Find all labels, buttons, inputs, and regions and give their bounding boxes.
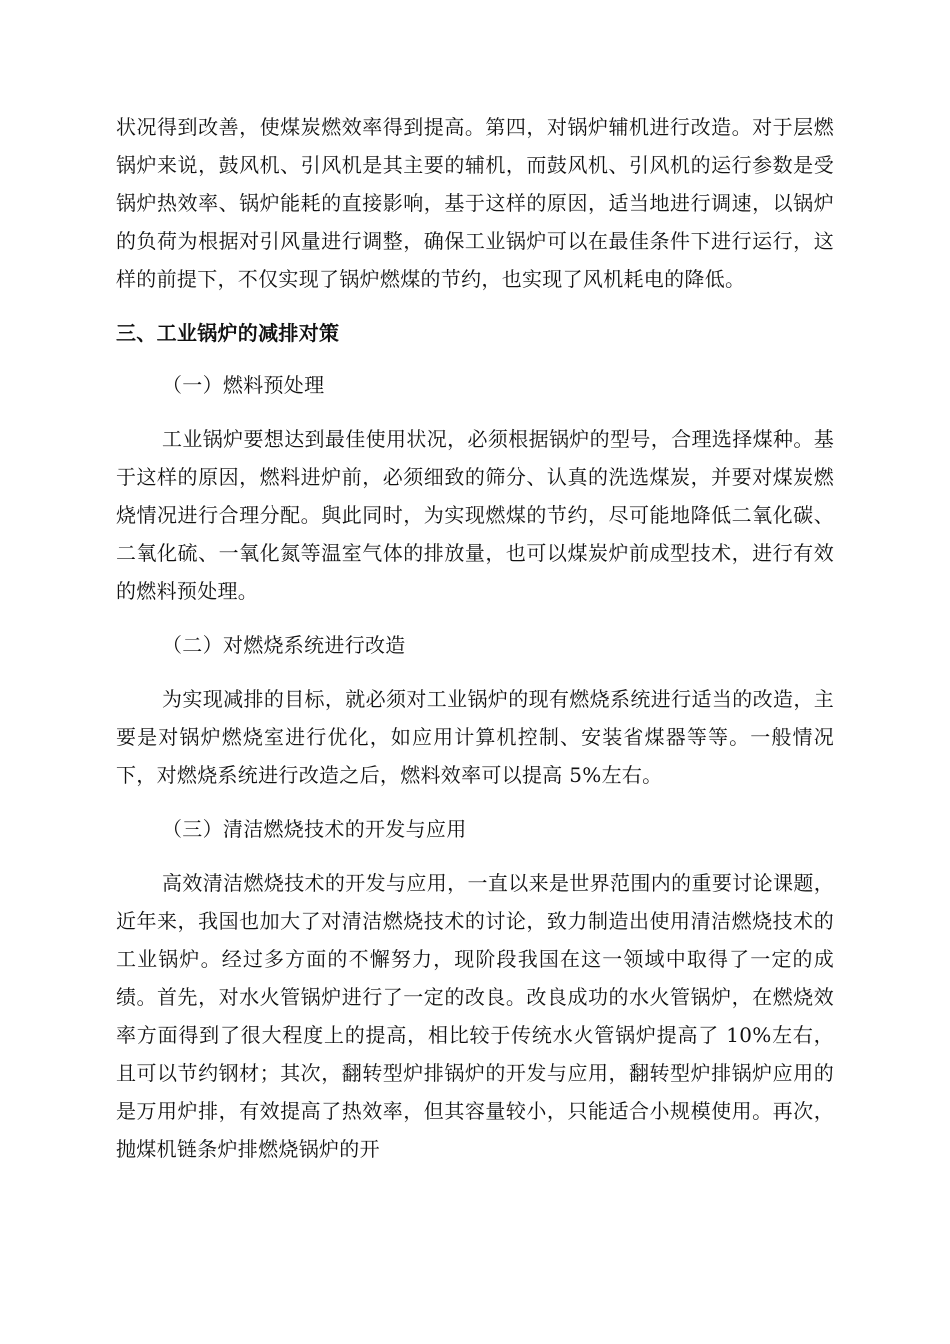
paragraph-continuation: 状况得到改善，使煤炭燃效率得到提高。第四，对锅炉辅机进行改造。对于层燃锅炉来说，鼓风机、引风机是其主要的辅机，而鼓风机、引风机的运行参数是受锅炉热效率、锅炉能耗的直接影响，基于这样的原因，适当地进行调速，以锅炉的负荷为根据对引风量进行调整，确保工业锅炉可以在最佳条件下进行运行，这样的前提下，不仅实现了锅炉燃煤的节约，也实现了风机耗电的降低。 [116, 115, 834, 291]
document-page [116, 108, 834, 1168]
subheading-combustion-system: （二）对燃烧系统进行改造 [162, 633, 406, 657]
subheading-clean-combustion: （三）清洁燃烧技术的开发与应用 [162, 817, 467, 841]
section-heading-emission-reduction: 三、工业锅炉的减排对策 [116, 321, 340, 345]
subheading-fuel-pretreatment: （一）燃料预处理 [162, 373, 325, 397]
paragraph-fuel-pretreatment: 工业锅炉要想达到最佳使用状况，必须根据锅炉的型号，合理选择煤种。基于这样的原因，燃料进炉前，必须细致的筛分、认真的洗选煤炭，并要对煤炭燃烧情况进行合理分配。與此同时，为实现燃煤的节约，尽可能地降低二氧化碳、二氧化硫、一氧化氮等温室气体的排放量，也可以煤炭炉前成型技术，进行有效的燃料预处理。 [116, 427, 834, 603]
paragraph-combustion-system: 为实现减排的目标，就必须对工业锅炉的现有燃烧系统进行适当的改造，主要是对锅炉燃烧室进行优化，如应用计算机控制、安装省煤器等等。一般情况下，对燃烧系统进行改造之后，燃料效率可以提高 5%左右。 [116, 687, 834, 787]
paragraph-clean-combustion: 高效清洁燃烧技术的开发与应用，一直以来是世界范围内的重要讨论课题，近年来，我国也加大了对清洁燃烧技术的讨论，致力制造出使用清洁燃烧技术的工业锅炉。经过多方面的不懈努力，现阶段我国在这一领域中取得了一定的成绩。首先，对水火管锅炉进行了一定的改良。改良成功的水火管锅炉，在燃烧效率方面得到了很大程度上的提高，相比较于传统水火管锅炉提高了 10%左右，且可以节约钢材；其次，翻转型炉排锅炉的开发与应用，翻转型炉排锅炉应用的是万用炉排，有效提高了热效率，但其容量较小，只能适合小规模使用。再次，抛煤机链条炉排燃烧锅炉的开 [116, 871, 834, 1161]
